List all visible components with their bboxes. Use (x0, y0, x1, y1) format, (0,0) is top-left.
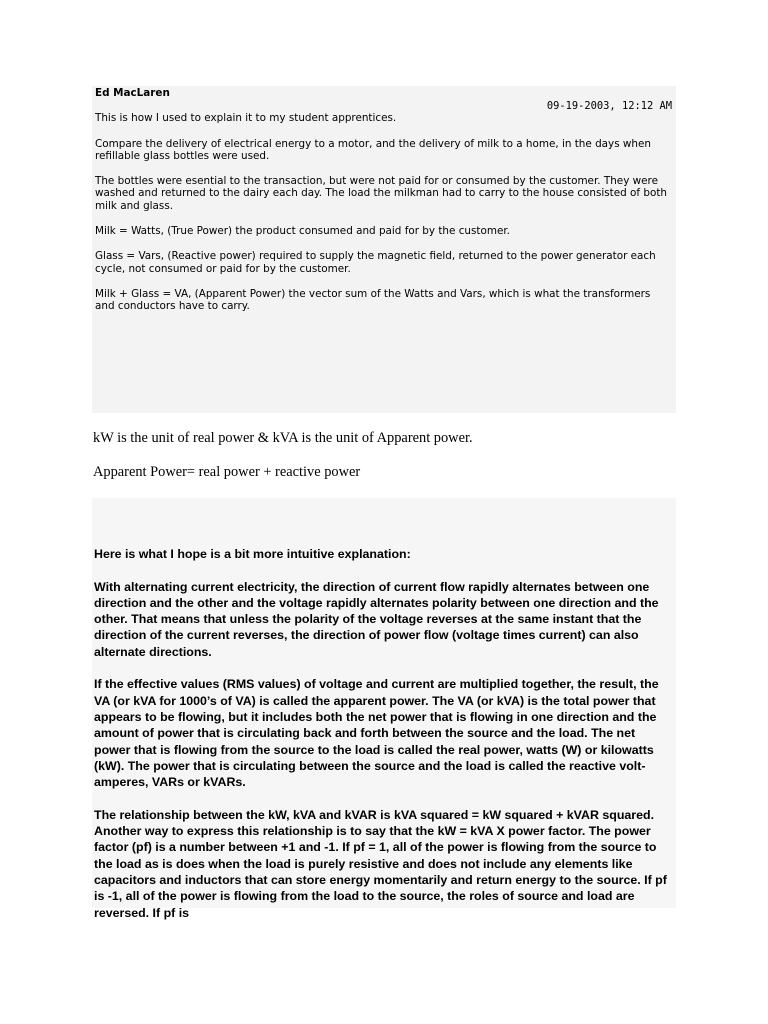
explanation-panel (92, 498, 676, 920)
post-paragraph: This is how I used to explain it to my student apprentices. (95, 112, 397, 125)
explanation-heading: Here is what I hope is a bit more intuitive explanation: (94, 547, 411, 561)
explanation-paragraph: If the effective values (RMS values) of voltage and current are multiplied together, the result, the VA (or kVA for 1000’s of VA) is called the apparent power. The VA (or kVA) is the total power that appears to be flowing, but it includes both the net power that is flowing in one direction and the amount of power that is circulating back and forth between the source and the load. The net power that is flowing from the source to the load is called the real power, watts (W) or kilowatts (kW). The power that is circulating between the source and the load is called the reactive volt-amperes, VARs or kVARs. (94, 677, 659, 790)
post-paragraph: Milk = Watts, (True Power) the product consumed and paid for by the customer. (95, 225, 510, 238)
forum-post (92, 86, 676, 413)
post-paragraph: The bottles were esential to the transaction, but were not paid for or consumed by the customer. They were washed and returned to the dairy each day. The load the milkman had to carry to the house consisted of both milk and glass. (95, 175, 667, 212)
post-author: Ed MacLaren (95, 87, 170, 99)
post-paragraph: Compare the delivery of electrical energy to a motor, and the delivery of milk to a home, in the days when refillable glass bottles were used. (95, 137, 651, 162)
post-paragraph: Milk + Glass = VA, (Apparent Power) the vector sum of the Watts and Vars, which is what the transformers and conductors have to carry. (95, 287, 651, 313)
post-date: 09-19-2003, 12:12 AM (546, 100, 672, 113)
post-paragraph: Glass = Vars, (Reactive power) required to supply the magnetic field, returned to the power generator each cycle, not consumed or paid for by the customer. (95, 250, 656, 275)
explanation-paragraph: With alternating current electricity, the direction of current flow rapidly alternates between one direction and the other and the voltage rapidly alternates polarity between one direction and the other. That means that unless the polarity of the voltage reverses at the same instant that the direction of the current reverses, the direction of power flow (voltage times current) can also alternate directions. (94, 579, 659, 659)
summary-line-units: kW is the unit of real power & kVA is the unit of Apparent power. (93, 430, 473, 446)
explanation-paragraph: The relationship between the kW, kVA and kVAR is kVA squared = kW squared + kVAR squared. Another way to express this relationship is to say that the kW = kVA X power factor. The power factor (pf) is a number between +1 and -1. If pf = 1, all of the power is flowing from the source to the load as is does when the load is purely resistive and does not include any elements like capacitors and inductors that can store energy momentarily and return energy to the source. If pf is -1, all of the power is flowing from the load to the source, the roles of source and load are reversed. If pf is (94, 807, 667, 920)
summary-line-formula: Apparent Power= real power + reactive power (93, 464, 361, 480)
